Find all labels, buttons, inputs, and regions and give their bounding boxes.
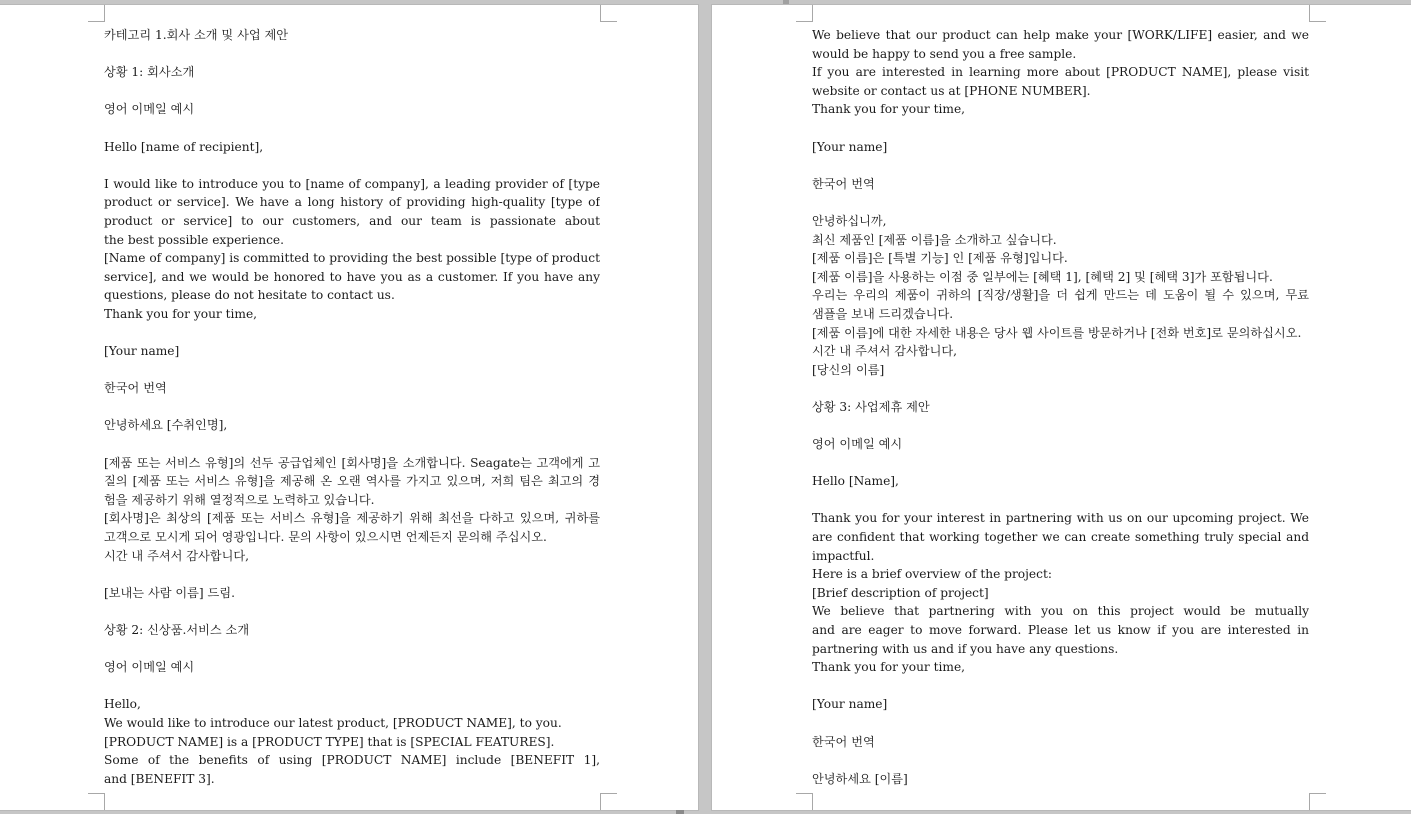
- text-line: product or service]. We have a long history of providing high-quality [type of: [104, 195, 600, 210]
- margin-corner-bottom-right: [600, 793, 617, 810]
- text-line: 최신 제품인 [제품 이름]을 소개하고 싶습니다.: [812, 232, 1057, 247]
- margin-corner-top-left: [796, 5, 813, 22]
- text-line: [보내는 사람 이름] 드림.: [104, 585, 235, 600]
- text-line: are confident that working together we can create something truly special and: [812, 530, 1309, 545]
- blank-line: [812, 379, 1309, 398]
- blank-line: [812, 156, 1309, 175]
- text-line: [당신의 이름]: [812, 362, 885, 377]
- text-line: [제품 이름]에 대한 자세한 내용은 당사 웹 사이트를 방문하거나 [전화 번호]로 문의하십시오.: [812, 325, 1302, 340]
- text-line: [제품 이름]을 사용하는 이점 중 일부에는 [혜택 1], [혜택 2] 및 [혜택 3]가 포함됩니다.: [812, 269, 1273, 284]
- text-line: 상황 2: 신상품.서비스 소개: [104, 623, 250, 637]
- text-line: 우리는 우리의 제품이 귀하의 [직장/생활]을 더 쉽게 만드는 데 도움이 될 수 있으며, 무료: [812, 288, 1309, 303]
- text-line: service], and we would be honored to have you as a customer. If you have any: [104, 269, 600, 284]
- text-line: 한국어 번역: [812, 734, 875, 749]
- text-line: [Your name]: [812, 139, 888, 154]
- text-line: Hello,: [104, 697, 141, 712]
- margin-corner-bottom-right: [1309, 793, 1326, 810]
- text-line: Thank you for your interest in partnering with us on our upcoming project. We: [812, 511, 1309, 526]
- text-line: 카테고리 1.회사 소개 및 사업 제안: [104, 28, 289, 42]
- margin-corner-top-right: [600, 5, 617, 22]
- blank-line: [104, 602, 600, 621]
- text-line: [Your name]: [812, 697, 888, 712]
- text-line: 질의 [제품 또는 서비스 유형]을 제공해 온 오랜 역사를 가지고 있으며, 저희 팀은 최고의 경: [104, 474, 600, 489]
- text-line: [제품 또는 서비스 유형]의 선두 공급업체인 [회사명]을 소개합니다. Seagate는 고객에게 고: [104, 455, 600, 470]
- scroll-indicator[interactable]: [676, 810, 684, 814]
- text-line: [회사명]은 최상의 [제품 또는 서비스 유형]을 제공하기 위해 최선을 다하고 있으며, 귀하를: [104, 511, 600, 526]
- text-line: questions, please do not hesitate to contact us.: [104, 288, 395, 303]
- text-line: and are eager to move forward. Please let us know if you are interested in: [812, 623, 1309, 637]
- text-line: Thank you for your time,: [812, 660, 966, 675]
- text-line: product or service] to our customers, and our team is passionate about: [104, 213, 600, 228]
- margin-corner-top-right: [1309, 5, 1326, 22]
- text-line: 안녕하십니까,: [812, 213, 887, 228]
- text-line: the best possible experience.: [104, 232, 285, 247]
- text-line: I would like to introduce you to [name of company], a leading provider of [type: [104, 176, 600, 191]
- text-line: [제품 이름]은 [특별 기능] 인 [제품 유형]입니다.: [812, 251, 1068, 266]
- blank-line: [104, 324, 600, 343]
- page-body-text[interactable]: [812, 26, 1309, 788]
- text-line: Some of the benefits of using [PRODUCT NAME] include [BENEFIT 1],: [104, 753, 600, 768]
- blank-line: [812, 677, 1309, 696]
- blank-line: [812, 751, 1309, 770]
- text-line: Hello [name of recipient],: [104, 139, 264, 154]
- text-line: 상황 3: 사업제휴 제안: [812, 399, 930, 414]
- blank-line: [104, 82, 600, 101]
- text-line: impactful.: [812, 548, 875, 563]
- blank-line: [812, 714, 1309, 733]
- blank-line: [812, 119, 1309, 138]
- text-line: partnering with us and if you have any questions.: [812, 641, 1119, 656]
- text-line: We would like to introduce our latest product, [PRODUCT NAME], to you.: [104, 715, 562, 730]
- text-line: 한국어 번역: [104, 381, 167, 396]
- text-line: 험을 제공하기 위해 열정적으로 노력하고 있습니다.: [104, 492, 375, 507]
- blank-line: [104, 45, 600, 64]
- margin-corner-top-left: [88, 5, 105, 22]
- blank-line: [104, 435, 600, 454]
- text-line: 안녕하세요 [이름]: [812, 771, 908, 786]
- text-line: Here is a brief overview of the project:: [812, 567, 1052, 582]
- blank-line: [104, 119, 600, 138]
- text-line: [Name of company] is committed to providing the best possible [type of product: [104, 251, 600, 266]
- text-line: Thank you for your time,: [104, 306, 258, 321]
- text-line: [Brief description of project]: [812, 585, 989, 600]
- text-line: We believe that our product can help make your [WORK/LIFE] easier, and we: [812, 28, 1309, 42]
- blank-line: [104, 677, 600, 696]
- margin-corner-bottom-left: [796, 793, 813, 810]
- blank-line: [104, 361, 600, 380]
- text-line: [PRODUCT NAME] is a [PRODUCT TYPE] that is [SPECIAL FEATURES].: [104, 734, 555, 749]
- margin-corner-bottom-left: [88, 793, 105, 810]
- text-line: Thank you for your time,: [812, 102, 966, 117]
- blank-line: [104, 398, 600, 417]
- text-line: If you are interested in learning more about [PRODUCT NAME], please visit: [812, 65, 1309, 80]
- blank-line: [104, 156, 600, 175]
- blank-line: [812, 491, 1309, 510]
- text-line: 시간 내 주셔서 감사합니다,: [104, 548, 250, 563]
- text-line: We believe that partnering with you on this project would be mutually: [812, 604, 1309, 619]
- blank-line: [812, 416, 1309, 435]
- text-line: 시간 내 주셔서 감사합니다,: [812, 344, 958, 359]
- text-line: 영어 이메일 예시: [104, 102, 195, 117]
- blank-line: [812, 193, 1309, 212]
- page-body-text[interactable]: [104, 26, 600, 788]
- text-line: would be happy to send you a free sample.: [812, 46, 1077, 61]
- text-line: 고객으로 모시게 되어 영광입니다. 문의 사항이 있으시면 언제든지 문의해 주십시오.: [104, 530, 547, 545]
- blank-line: [812, 454, 1309, 473]
- text-line: website or contact us at [PHONE NUMBER].: [812, 83, 1091, 98]
- text-line: 상황 1: 회사소개: [104, 65, 195, 80]
- document-page-right[interactable]: [712, 5, 1411, 810]
- text-line: [Your name]: [104, 344, 180, 359]
- text-line: 영어 이메일 예시: [812, 437, 903, 452]
- text-line: 영어 이메일 예시: [104, 660, 195, 675]
- text-line: 안녕하세요 [수취인명],: [104, 418, 228, 433]
- text-line: 샘플을 보내 드리겠습니다.: [812, 306, 954, 321]
- blank-line: [104, 565, 600, 584]
- blank-line: [104, 640, 600, 659]
- document-page-left[interactable]: [0, 5, 698, 810]
- text-line: 한국어 번역: [812, 176, 875, 191]
- text-line: and [BENEFIT 3].: [104, 771, 215, 786]
- text-line: Hello [Name],: [812, 474, 899, 489]
